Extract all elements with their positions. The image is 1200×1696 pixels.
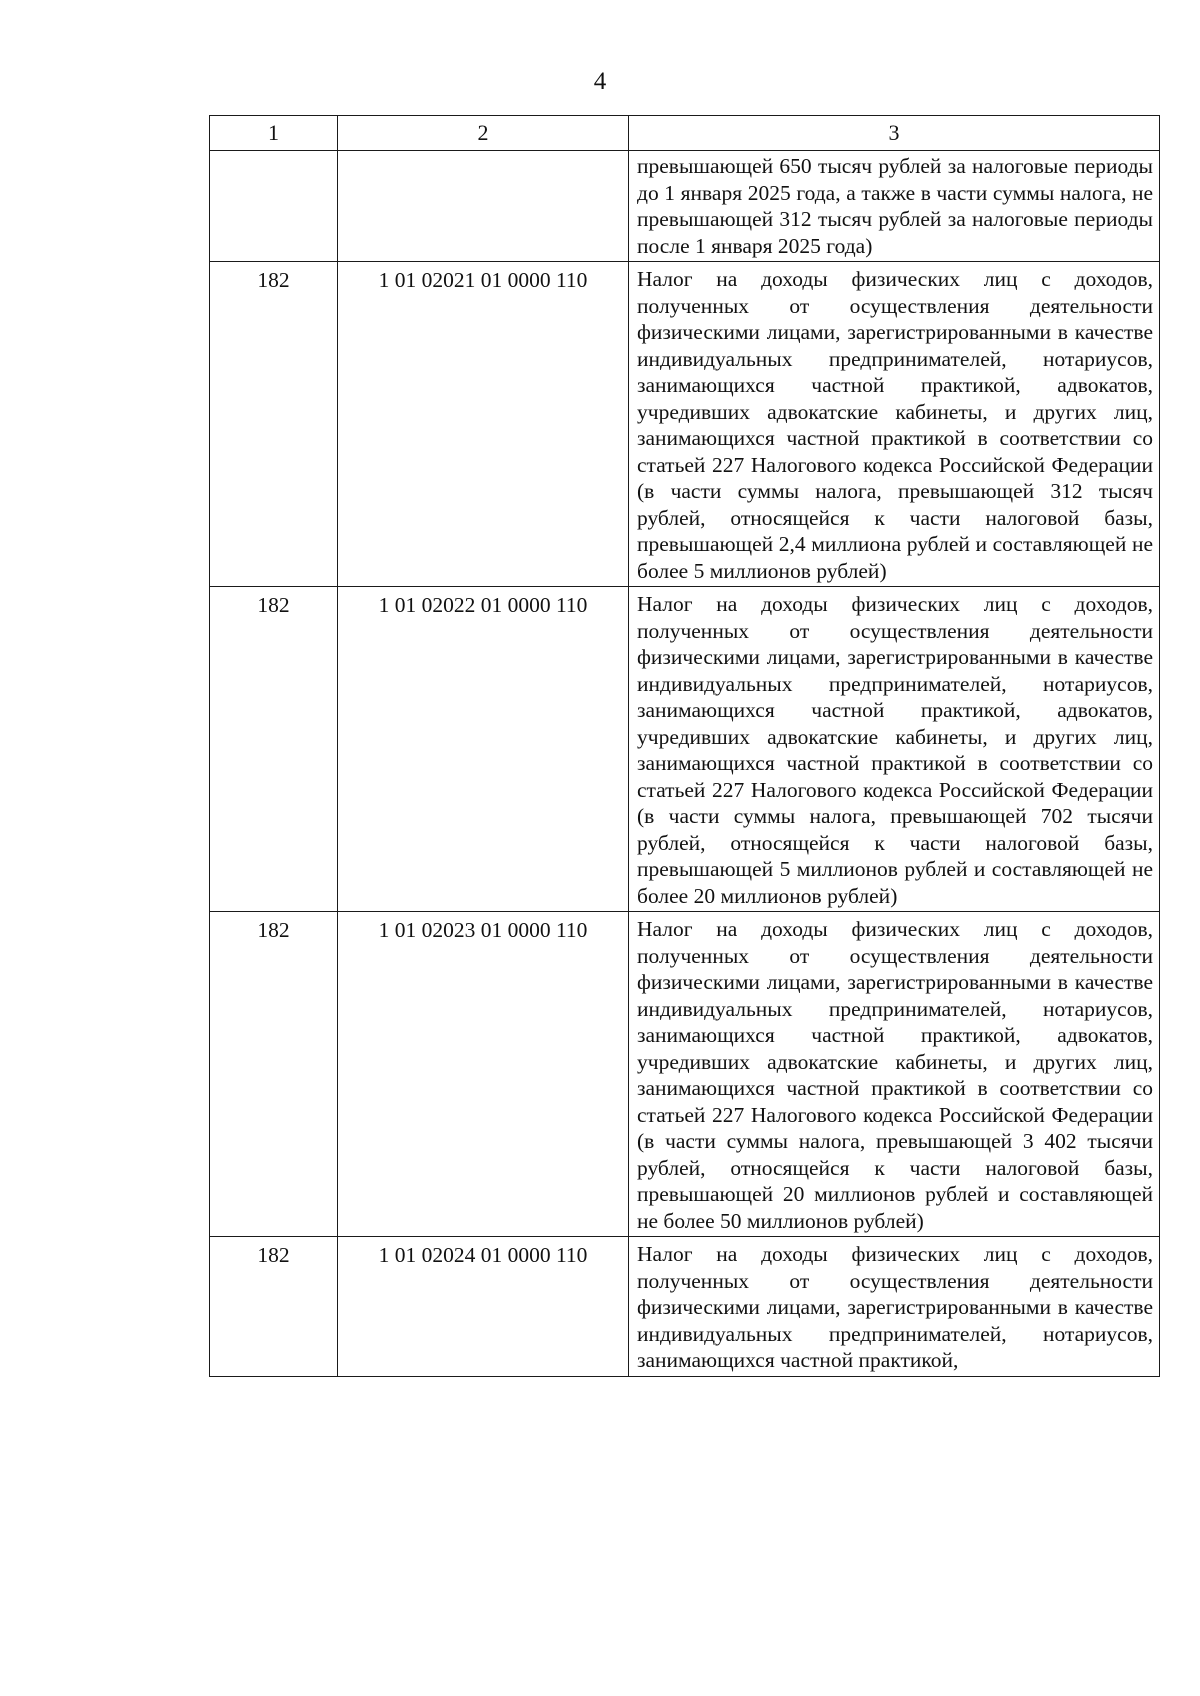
admin-code-cell [210,151,338,262]
budget-codes-table [209,115,1160,1377]
column-header-1: 1 [210,116,338,151]
table-header-row [210,116,1160,151]
table-row [210,912,1160,1237]
description-cell: Налог на доходы физических лиц с доходов, полученных от осуществления деятельности физическими лицами, зарегистрированными в качестве индивидуальных предпринимателей, нотариусов, занимающихся частной практикой, адвокатов, учредивших адвокатские кабинеты, и других лиц, занимающихся частной практикой в соответствии со статьей 227 Налогового кодекса Российской Федерации (в части суммы налога, превышающей 702 тысячи рублей, относящейся к части налоговой базы, превышающей 5 миллионов рублей и составляющей не более 20 миллионов рублей) [629,587,1160,912]
budget-code-cell: 1 01 02024 01 0000 110 [338,1237,629,1377]
description-cell: Налог на доходы физических лиц с доходов, полученных от осуществления деятельности физическими лицами, зарегистрированными в качестве индивидуальных предпринимателей, нотариусов, занимающихся частной практикой, адвокатов, учредивших адвокатские кабинеты, и других лиц, занимающихся частной практикой в соответствии со статьей 227 Налогового кодекса Российской Федерации (в части суммы налога, превышающей 3 402 тысячи рублей, относящейся к части налоговой базы, превышающей 20 миллионов рублей и составляющей не более 50 миллионов рублей) [629,912,1160,1237]
column-header-3: 3 [629,116,1160,151]
budget-code-cell: 1 01 02021 01 0000 110 [338,262,629,587]
table-row [210,151,1160,262]
table-row [210,587,1160,912]
table-row [210,1237,1160,1377]
column-header-2: 2 [338,116,629,151]
budget-code-cell: 1 01 02022 01 0000 110 [338,587,629,912]
budget-code-cell [338,151,629,262]
admin-code-cell: 182 [210,1237,338,1377]
description-cell: Налог на доходы физических лиц с доходов, полученных от осуществления деятельности физическими лицами, зарегистрированными в качестве индивидуальных предпринимателей, нотариусов, занимающихся частной практикой, [629,1237,1160,1377]
admin-code-cell: 182 [210,912,338,1237]
budget-code-cell: 1 01 02023 01 0000 110 [338,912,629,1237]
table-row [210,262,1160,587]
page-number: 4 [593,68,607,95]
admin-code-cell: 182 [210,262,338,587]
description-cell: превышающей 650 тысяч рублей за налоговые периоды до 1 января 2025 года, а также в части суммы налога, не превышающей 312 тысяч рублей за налоговые периоды после 1 января 2025 года) [629,151,1160,262]
description-cell: Налог на доходы физических лиц с доходов, полученных от осуществления деятельности физическими лицами, зарегистрированными в качестве индивидуальных предпринимателей, нотариусов, занимающихся частной практикой, адвокатов, учредивших адвокатские кабинеты, и других лиц, занимающихся частной практикой в соответствии со статьей 227 Налогового кодекса Российской Федерации (в части суммы налога, превышающей 312 тысяч рублей, относящейся к части налоговой базы, превышающей 2,4 миллиона рублей и составляющей не более 5 миллионов рублей) [629,262,1160,587]
admin-code-cell: 182 [210,587,338,912]
